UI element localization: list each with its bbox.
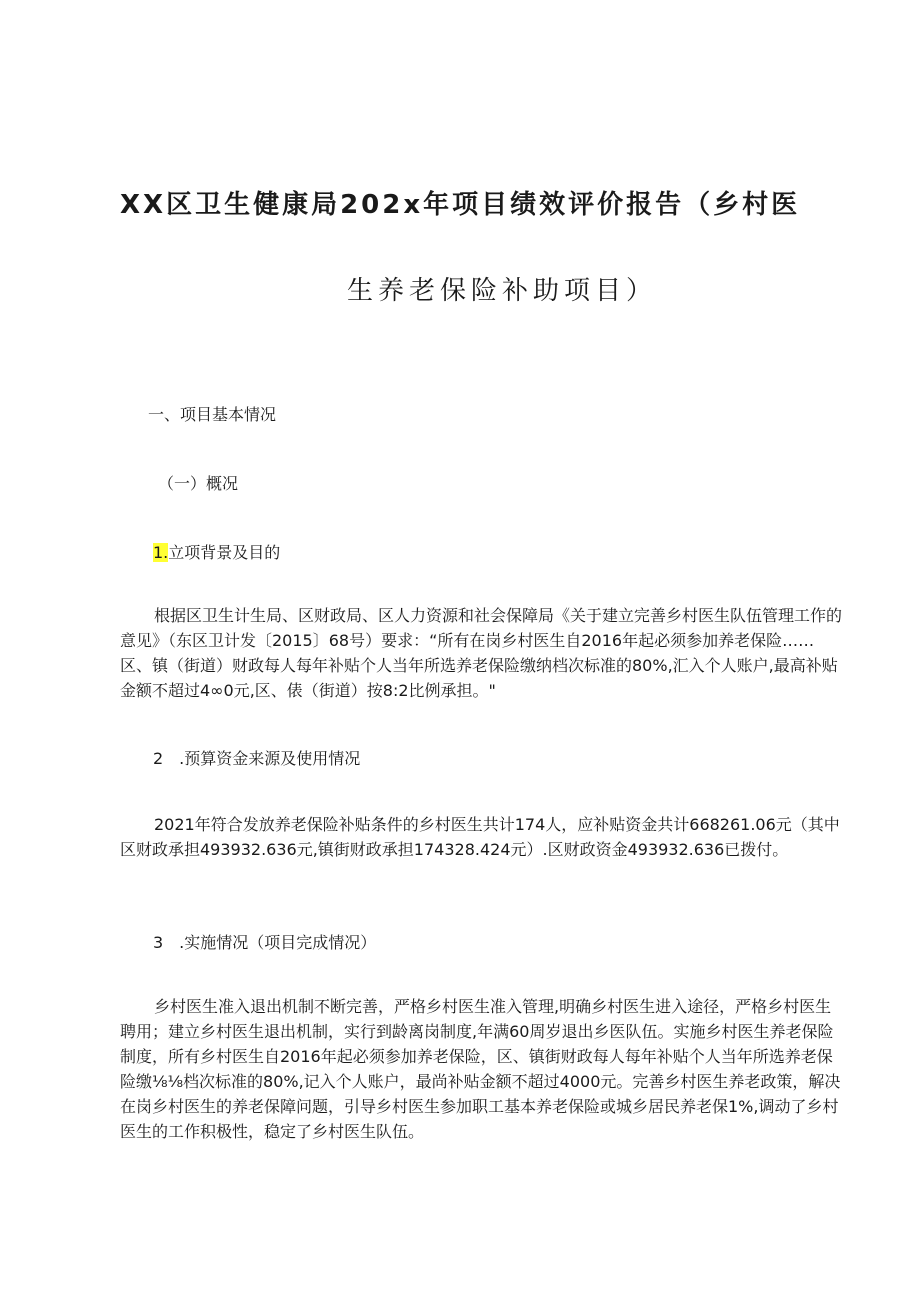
item-1-number-highlight: 1. [153,543,169,562]
section-1-heading: 一、项目基本情况 [148,405,277,424]
item-2-paragraph: 2021年符合发放养老保险补贴条件的乡村医生共计174人，应补贴资金共计668261.06元（其中区财政承担493932.636元,镇街财政承担174328.424元）.区财政资金493932.636已拨付。 [120,815,840,859]
item-3-heading: 3 .实施情况（项目完成情况） [153,933,377,952]
item-3-paragraph: 乡村医生准入退出机制不断完善，严格乡村医生准入管理,明确乡村医生进入途径，严格乡村医生聘用；建立乡村医生退出机制，实行到龄离岗制度,年满60周岁退出乡医队伍。实施乡村医生养老保险制度，所有乡村医生自2016年起必须参加养老保险，区、镇街财政每人每年补贴个人当年所选养老保险缴⅛⅛档次标准的80%,记入个人账户，最尚补贴金额不超过4000元。完善乡村医生养老政策，解决在岗乡村医生的养老保障问题，引导乡村医生参加职工基本养老保险或城乡居民养老保1%,调动了乡村医生的工作积极性，稳定了乡村医生队伍。 [120,997,841,1141]
item-1-paragraph: 根据区卫生计生局、区财政局、区人力资源和社会保障局《关于建立完善乡村医生队伍管理工作的意见》（东区卫计发〔2015〕68号）要求：“所有在岗乡村医生自2016年起必须参加养老保险……区、镇（街道）财政每人每年补贴个人当年所选养老保险缴纳档次标准的80%,汇入个人账户,最高补贴金额不超过4∞0元,区、俵（街道）按8:2比例承担。" [120,606,843,700]
item-1-heading-text: 立项背景及目的 [168,543,281,562]
document-title-line-2: 生养老保险补助项目） [347,276,658,306]
subsection-overview-heading: （一）概况 [158,474,239,493]
item-2-heading: 2 .预算资金来源及使用情况 [153,749,361,768]
item-1-heading [153,540,280,563]
document-title-line-1: XX区卫生健康局202x年项目绩效评价报告（乡村医 [120,190,801,220]
